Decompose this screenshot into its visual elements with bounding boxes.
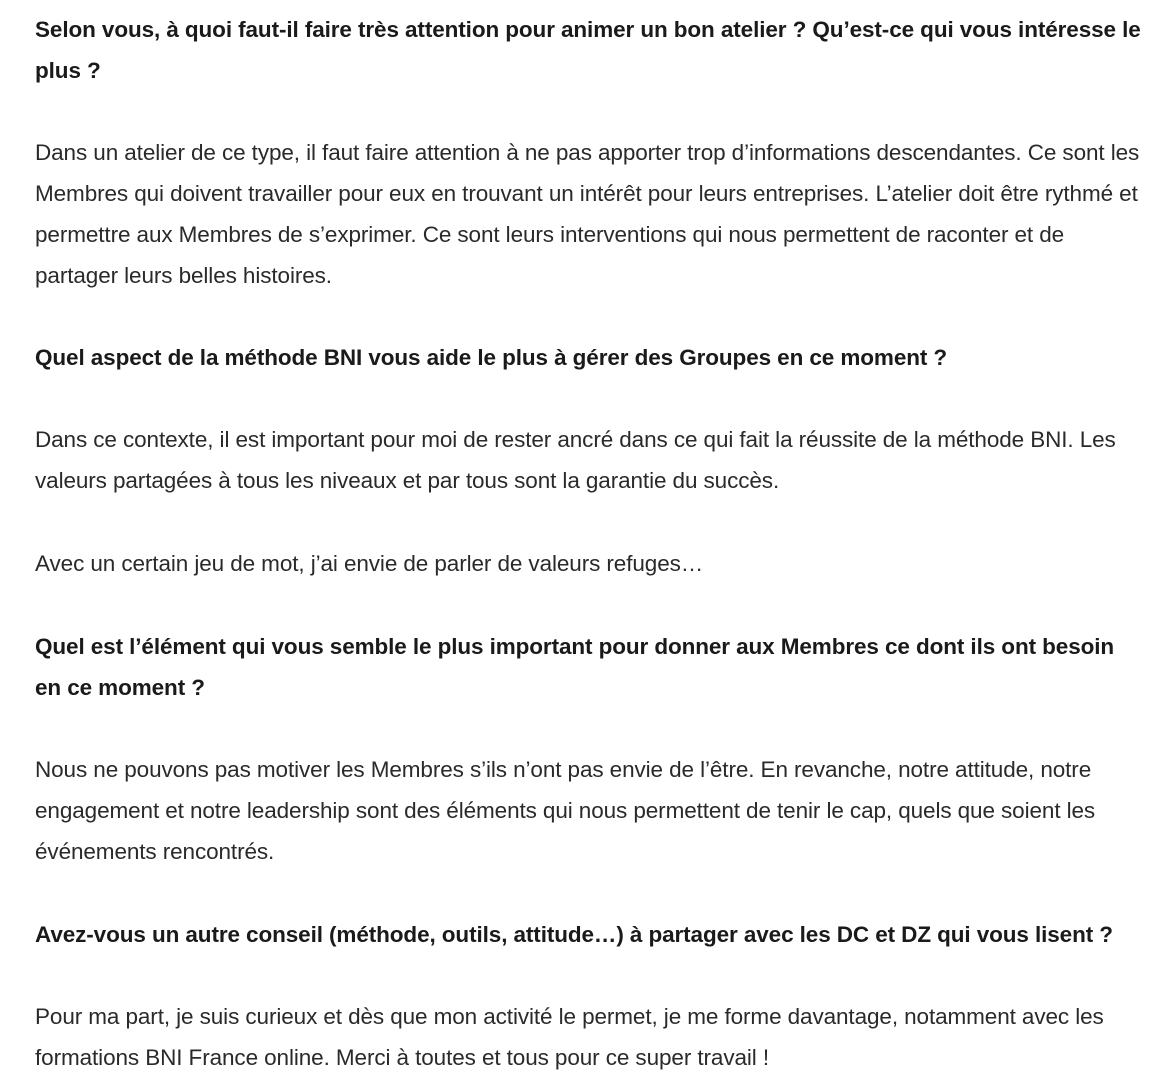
answer-workshop: Dans un atelier de ce type, il faut faire attention à ne pas apporter trop d’informations descendantes. Ce sont les Membres qui doivent travailler pour eux en trouvant un intérêt pour leurs entreprises. L’atelier doit être rythmé et permettre aux Membres de s’exprimer. Ce sont leurs interventions qui nous permettent de raconter et de partager leurs belles histoires. (35, 140, 1140, 288)
answer-bni-method: Dans ce contexte, il est important pour moi de rester ancré dans ce qui fait la réussite de la méthode BNI. Les valeurs partagées à tous les niveaux et par tous sont la garantie du succès. (35, 427, 1116, 493)
answer-bni-method-extra: Avec un certain jeu de mot, j’ai envie de parler de valeurs refuges… (35, 551, 704, 576)
question-other-advice: Avez-vous un autre conseil (méthode, outils, attitude…) à partager avec les DC et DZ qui vous lisent ? (35, 922, 1113, 947)
question-bni-method: Quel aspect de la méthode BNI vous aide le plus à gérer des Groupes en ce moment ? (35, 345, 948, 370)
question-workshop: Selon vous, à quoi faut-il faire très attention pour animer un bon atelier ? Qu’est-ce qui vous intéresse le plus ? (35, 17, 1141, 83)
question-member-needs: Quel est l’élément qui vous semble le plus important pour donner aux Membres ce dont ils ont besoin en ce moment ? (35, 634, 1115, 700)
answer-other-advice: Pour ma part, je suis curieux et dès que mon activité le permet, je me forme davantage, notamment avec les formations BNI France online. Merci à toutes et tous pour ce super travail ! (35, 1004, 1104, 1070)
answer-member-needs: Nous ne pouvons pas motiver les Membres s’ils n’ont pas envie de l’être. En revanche, notre attitude, notre engagement et notre leadership sont des éléments qui nous permettent de tenir le cap, quels que soient les événements rencontrés. (35, 757, 1096, 864)
